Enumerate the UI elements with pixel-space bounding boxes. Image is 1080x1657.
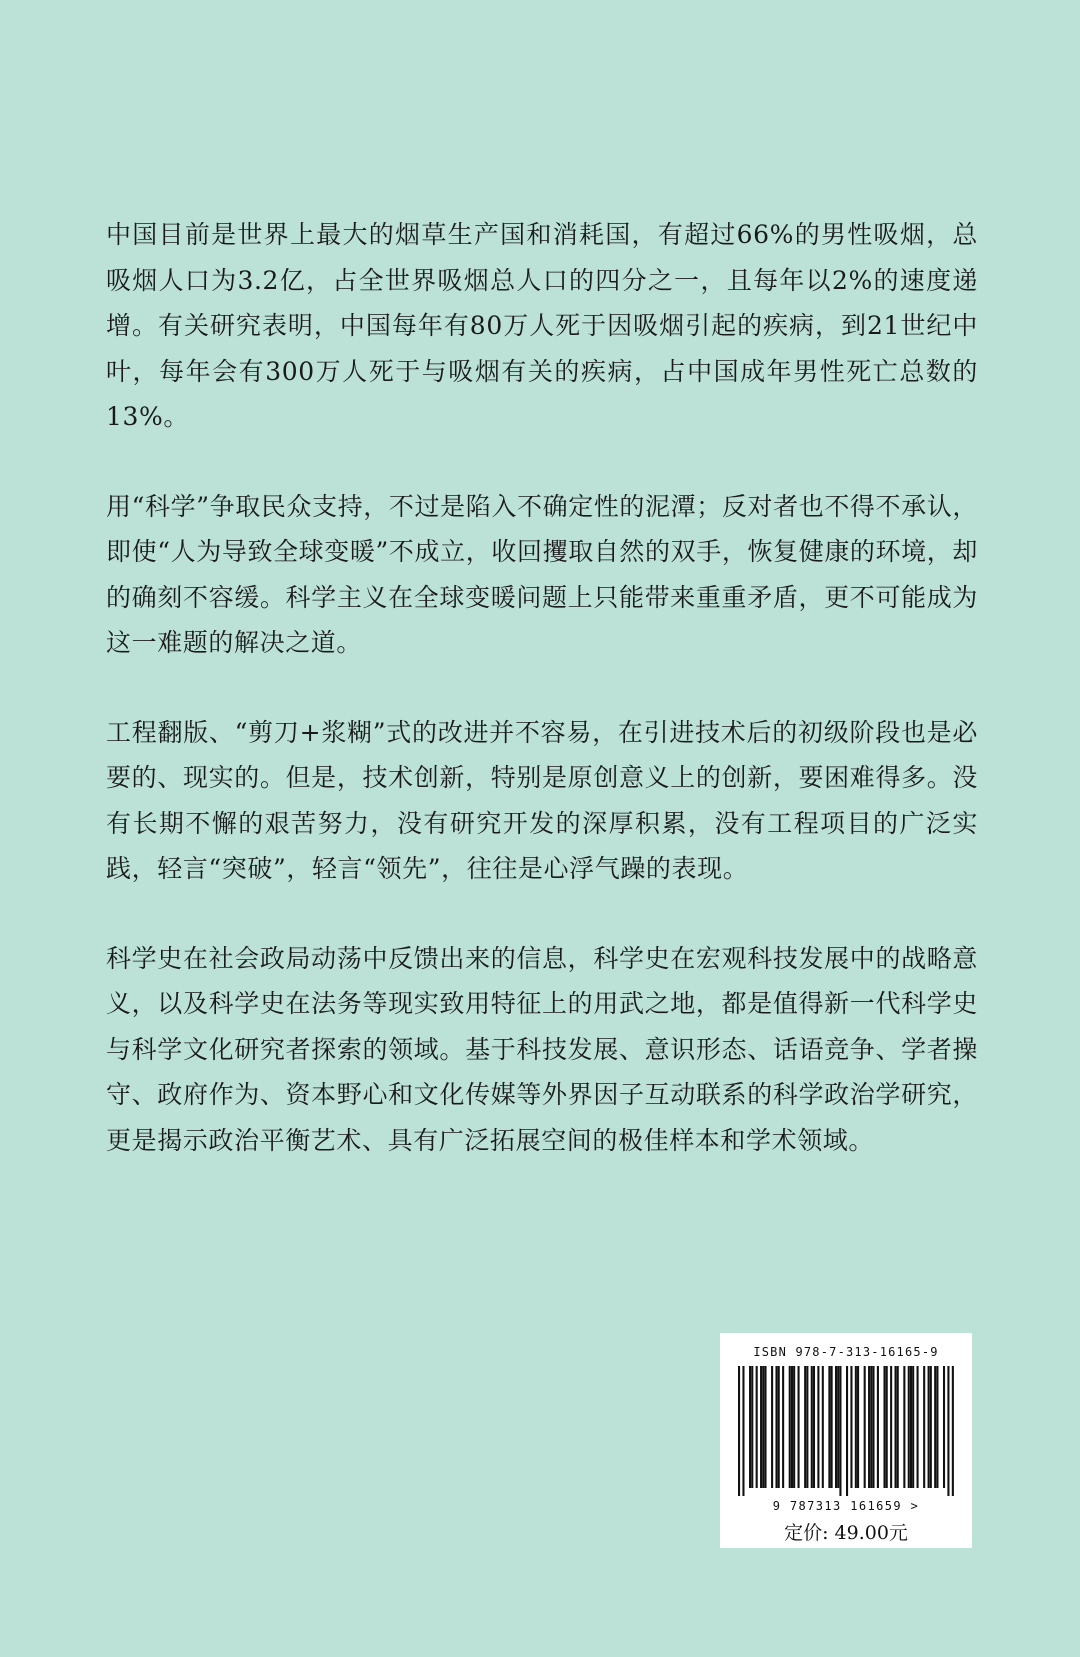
isbn-label: ISBN 978-7-313-16165-9 <box>753 1345 939 1359</box>
barcode-bar <box>857 1366 859 1488</box>
barcode-bar <box>886 1366 888 1488</box>
paragraph-innovation: 工程翻版、“剪刀+浆糊”式的改进并不容易，在引进技术后的初级阶段也是必要的、现实的。但是，技术创新，特别是原创意义上的创新，要困难得多。没有长期不懈的艰苦努力，没有研究开发的深厚积累，没有工程项目的广泛实践，轻言“突破”，轻言“领先”，往往是心浮气躁的表现。 <box>106 717 978 883</box>
barcode-bar <box>760 1366 762 1488</box>
barcode-bar <box>835 1366 837 1488</box>
back-cover-text <box>106 212 978 1207</box>
barcode-bar <box>923 1366 925 1488</box>
barcode-bar <box>771 1366 773 1488</box>
barcode-icon <box>738 1366 954 1496</box>
barcode-bar <box>952 1366 954 1496</box>
barcode-bar <box>791 1366 793 1488</box>
barcode-bar <box>890 1366 892 1488</box>
isbn-digits: 9 787313 161659 > <box>772 1499 920 1513</box>
barcode-bar <box>855 1366 857 1488</box>
barcode-bar <box>903 1366 905 1488</box>
barcode-bar <box>756 1366 758 1488</box>
barcode-bar <box>822 1366 824 1488</box>
barcode-bar <box>806 1366 808 1488</box>
barcode-bar <box>870 1366 872 1488</box>
barcode-bar <box>782 1366 784 1488</box>
barcode-bar <box>868 1366 870 1488</box>
barcode-bar <box>936 1366 938 1488</box>
barcode-bar <box>831 1366 833 1488</box>
barcode-bar <box>775 1366 777 1488</box>
barcode-bar <box>877 1366 879 1488</box>
barcode-bar <box>897 1366 899 1488</box>
barcode-bar <box>930 1366 932 1488</box>
barcode-bar <box>811 1366 813 1488</box>
barcode-bar <box>864 1366 866 1488</box>
barcode-bar <box>850 1366 852 1488</box>
barcode-bar <box>894 1366 896 1488</box>
barcode-bar <box>778 1366 780 1488</box>
barcode-bar <box>912 1366 914 1488</box>
barcode-bar <box>789 1366 791 1488</box>
barcode-bar <box>943 1366 945 1488</box>
barcode-bar <box>839 1366 841 1496</box>
barcode-bar <box>793 1366 795 1488</box>
price-label: 定价: 49.00元 <box>784 1522 908 1544</box>
paragraph-science-climate: 用“科学”争取民众支持，不过是陷入不确定性的泥潭；反对者也不得不承认，即使“人为导致全球变暖”不成立，收回攫取自然的双手，恢复健康的环境，却的确刻不容缓。科学主义在全球变暖问题上只能带来重重矛盾，更不可能成为这一难题的解决之道。 <box>106 491 978 657</box>
barcode-bar <box>804 1366 806 1488</box>
barcode-bar <box>751 1366 753 1488</box>
barcode-bar <box>928 1366 930 1488</box>
barcode-bar <box>910 1366 912 1488</box>
barcode-bar <box>749 1366 751 1488</box>
barcode-bar <box>934 1366 936 1488</box>
barcode-bar <box>764 1366 766 1488</box>
barcode-bar <box>738 1366 740 1496</box>
paragraph-history-of-science: 科学史在社会政局动荡中反馈出来的信息，科学史在宏观科技发展中的战略意义，以及科学史在法务等现实致用特征上的用武之地，都是值得新一代科学史与科学文化研究者探索的领域。基于科技发展、意识形态、话语竞争、学者操守、政府作为、资本野心和文化传媒等外界因子互动联系的科学政治学研究，更是揭示政治平衡艺术、具有广泛拓展空间的极佳样本和学术领域。 <box>106 943 978 1155</box>
barcode-bar <box>883 1366 885 1488</box>
barcode-bar <box>817 1366 819 1488</box>
barcode-bar <box>908 1366 910 1488</box>
barcode-bar <box>798 1366 800 1488</box>
barcode-bar <box>762 1366 764 1488</box>
isbn-barcode-panel <box>720 1333 972 1548</box>
barcode-bar <box>742 1366 744 1496</box>
paragraph-smoking: 中国目前是世界上最大的烟草生产国和消耗国，有超过66%的男性吸烟，总吸烟人口为3.2亿，占全世界吸烟总人口的四分之一，且每年以2%的速度递增。有关研究表明，中国每年有80万人死于因吸烟引起的疾病，到21世纪中叶，每年会有300万人死于与吸烟有关的疾病，占中国成年男性死亡总数的13%。 <box>106 220 978 431</box>
barcode-bar <box>846 1366 848 1496</box>
barcode-bar <box>828 1366 830 1488</box>
barcode-bar <box>917 1366 919 1488</box>
barcode-bar <box>947 1366 949 1496</box>
barcode-bar <box>872 1366 874 1488</box>
barcode-bar <box>813 1366 815 1488</box>
barcode-bar <box>837 1366 839 1488</box>
